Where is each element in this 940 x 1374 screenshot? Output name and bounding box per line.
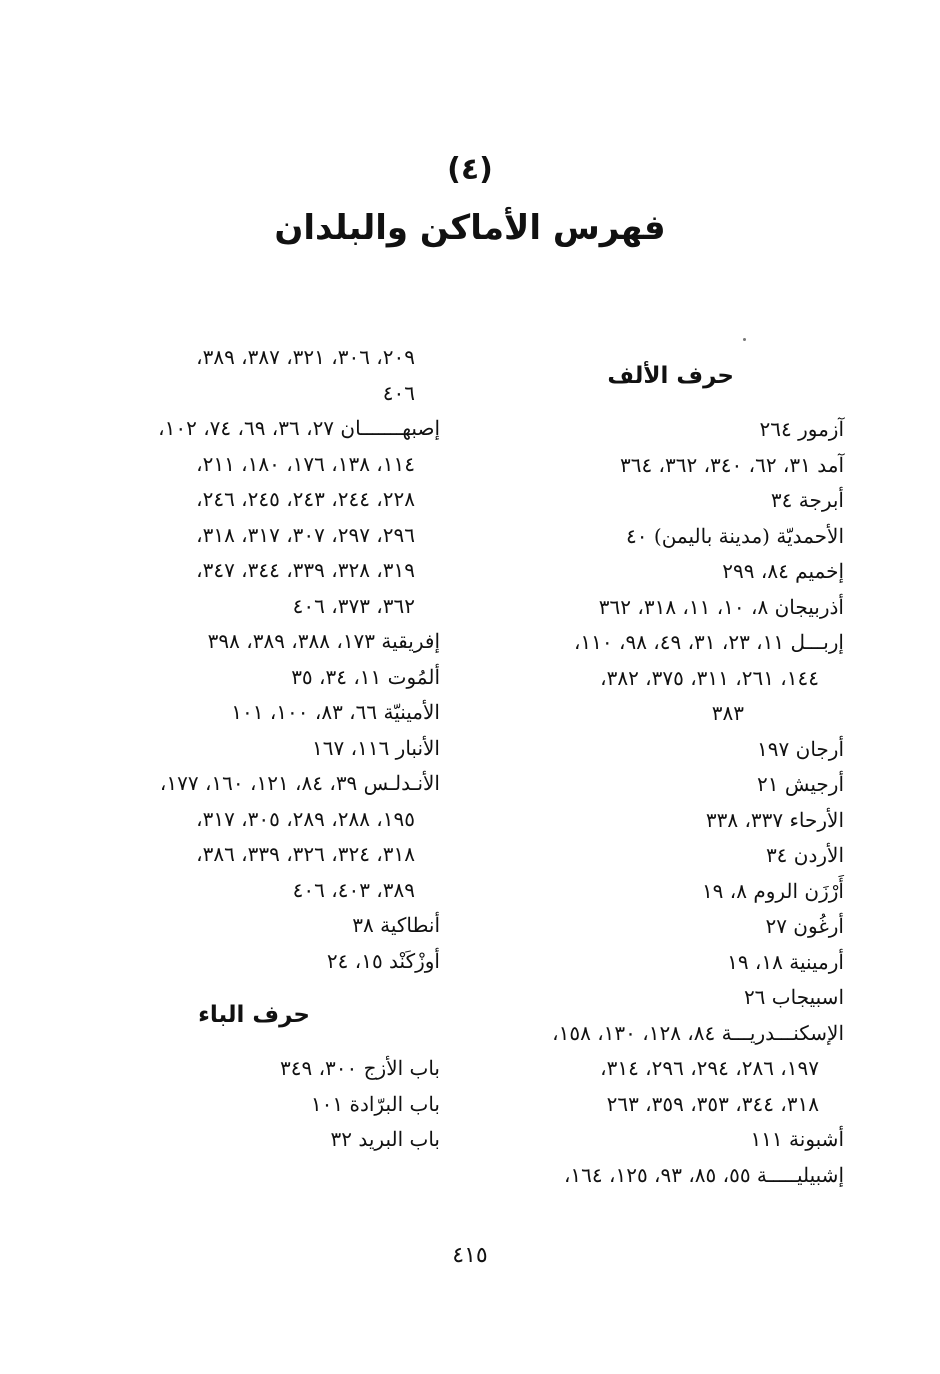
index-entry-continuation: ١٤٤، ٢٦١، ٣١١، ٣٧٥، ٣٨٢، bbox=[600, 665, 819, 690]
index-entry: الأحمديّة (مدينة باليمن) ٤٠ bbox=[626, 523, 844, 548]
index-entry: أنطاكية ٣٨ bbox=[352, 913, 440, 937]
index-entry: أوزْكَنْد ١٥، ٢٤ bbox=[326, 948, 440, 973]
index-entry: إخميم ٨٤، ٢٩٩ bbox=[722, 559, 844, 583]
index-entry-continuation: ٣٨٩، ٤٠٣، ٤٠٦ bbox=[292, 877, 415, 902]
index-entry-continuation: ٣٨٣ bbox=[711, 701, 744, 725]
index-entry: إشبيليـــــة ٥٥، ٨٥، ٩٣، ١٢٥، ١٦٤، bbox=[563, 1162, 844, 1187]
index-entry: ألمُوت ١١، ٣٤، ٣٥ bbox=[291, 664, 440, 689]
right-column bbox=[492, 340, 844, 1193]
section-heading-alif: حرف الألف bbox=[607, 363, 734, 389]
index-entry: إصبهـــــــان ٢٧، ٣٦، ٦٩، ٧٤، ١٠٢، bbox=[158, 416, 440, 440]
index-entry: أشبونة ١١١ bbox=[750, 1127, 844, 1151]
index-entry: أرجيش ٢١ bbox=[757, 772, 844, 796]
index-entry: إربـــل ١١، ٢٣، ٣١، ٤٩، ٩٨، ١١٠، bbox=[573, 630, 844, 654]
index-entry: آمد ٣١، ٦٢، ٣٤٠، ٣٦٢، ٣٦٤ bbox=[619, 452, 844, 477]
index-entry-continuation: ٢٠٩، ٣٠٦، ٣٢١، ٣٨٧، ٣٨٩، bbox=[196, 345, 415, 369]
index-entry: أَرْزَن الروم ٨، ١٩ bbox=[701, 878, 844, 903]
page-number: ٤١٥ bbox=[452, 1243, 488, 1268]
index-entry-continuation: ٣٦٢، ٣٧٣، ٤٠٦ bbox=[292, 593, 415, 618]
index-entry: الأمينيّة ٦٦، ٨٣، ١٠٠، ١٠١ bbox=[231, 700, 440, 724]
index-entry: الأردن ٣٤ bbox=[765, 843, 844, 867]
index-entry-continuation: ١٩٥، ٢٨٨، ٢٨٩، ٣٠٥، ٣١٧، bbox=[196, 806, 415, 831]
index-entry-continuation: ٣١٨، ٣٤٤، ٣٥٣، ٣٥٩، ٢٦٣ bbox=[606, 1091, 819, 1116]
index-entry: الأرحاء ٣٣٧، ٣٣٨ bbox=[705, 807, 844, 832]
index-entry-continuation: ٢٢٨، ٢٤٤، ٢٤٣، ٢٤٥، ٢٤٦، bbox=[196, 487, 415, 511]
index-entry: باب البرّادة ١٠١ bbox=[310, 1091, 440, 1116]
index-entry: اسبيجاب ٢٦ bbox=[743, 985, 844, 1009]
page-title: فهرس الأماكن والبلدان bbox=[274, 208, 666, 248]
index-entry: باب البريد ٣٢ bbox=[330, 1127, 440, 1151]
index-entry: أرجان ١٩٧ bbox=[757, 736, 844, 761]
index-entry: أذربيجان ٨، ١٠، ١١، ٣١٨، ٣٦٢ bbox=[598, 594, 844, 619]
index-entry: الإسكنـــدريـــة ٨٤، ١٢٨، ١٣٠، ١٥٨، bbox=[552, 1020, 844, 1045]
index-entry: آزمور ٢٦٤ bbox=[759, 417, 844, 441]
index-entry: باب الأزج ٣٠٠، ٣٤٩ bbox=[279, 1056, 440, 1080]
index-entry: إفريقية ١٧٣، ٣٨٨، ٣٨٩، ٣٩٨ bbox=[207, 629, 440, 653]
index-entry-continuation: ١٩٧، ٢٨٦، ٢٩٤، ٢٩٦، ٣١٤، bbox=[600, 1056, 819, 1080]
left-column bbox=[95, 340, 440, 1158]
index-entry: أرغُون ٢٧ bbox=[765, 914, 844, 938]
index-entry: أرمينية ١٨، ١٩ bbox=[727, 949, 844, 974]
index-entry-continuation: ٤٠٦ bbox=[382, 380, 415, 405]
index-entry: الأنـدلـس ٣٩، ٨٤، ١٢١، ١٦٠، ١٧٧، bbox=[159, 771, 440, 795]
index-entry-continuation: ٢٩٦، ٢٩٧، ٣٠٧، ٣١٧، ٣١٨، bbox=[196, 522, 415, 547]
index-entry-continuation: ٣١٩، ٣٢٨، ٣٣٩، ٣٤٤، ٣٤٧، bbox=[196, 558, 415, 582]
index-entry-continuation: ١١٤، ١٣٨، ١٧٦، ١٨٠، ٢١١، bbox=[196, 451, 415, 476]
index-entry: أبرجة ٣٤ bbox=[770, 488, 844, 512]
index-entry-continuation: ٣١٨، ٣٢٤، ٣٢٦، ٣٣٩، ٣٨٦، bbox=[196, 842, 415, 866]
section-heading-ba: حرف الباء bbox=[198, 1002, 310, 1028]
index-entry: الأنبار ١١٦، ١٦٧ bbox=[312, 735, 440, 760]
section-number: (٤) bbox=[447, 152, 493, 187]
